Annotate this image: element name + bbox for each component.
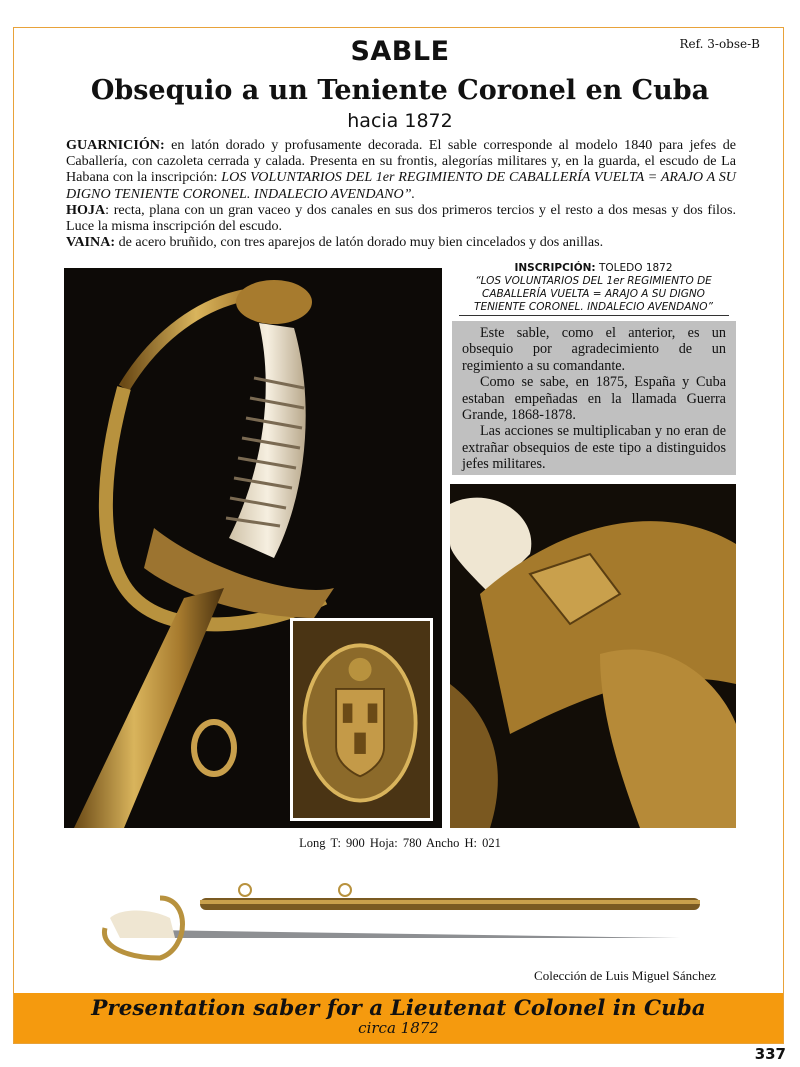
page-number: 337: [754, 1045, 786, 1063]
english-title: Presentation saber for a Lieutenat Colonel in Cuba: [91, 996, 706, 1021]
vaina-label: VAINA:: [66, 234, 116, 251]
shield-inset-photo: [290, 618, 433, 821]
inscription-line-3: TENIENTE CORONEL. INDALECIO AVENDANO”: [474, 301, 713, 313]
inscription-divider: [459, 315, 729, 316]
page-title: SABLE: [350, 36, 450, 67]
description-text: [66, 137, 736, 250]
inscription-place: TOLEDO 1872: [595, 262, 673, 274]
full-sword-photo: [90, 878, 720, 968]
measurements: Long T: 900 Hoja: 780 Ancho H: 021: [299, 836, 501, 850]
note-paragraph-3: Las acciones se multiplicaban y no eran de extrañar obsequios de este tipo a distinguidos jefes militares.: [462, 423, 726, 473]
guarnicion-label: GUARNICIÓN:: [66, 137, 165, 153]
note-paragraph-1: Este sable, como el anterior, es un obsequio por agradecimiento de un regimiento a su comandante.: [462, 325, 726, 374]
collection-credit: Colección de Luis Miguel Sánchez: [534, 968, 716, 983]
page-subtitle: Obsequio a un Teniente Coronel en Cuba: [90, 75, 710, 106]
english-banner: [14, 993, 783, 1043]
hoja-label: HOJA: [66, 201, 106, 218]
vaina-text: de acero bruñido, con tres aparejos de latón dorado muy bien cincelados y dos anillas.: [115, 234, 604, 251]
english-date: circa 1872: [358, 1019, 439, 1037]
page-date: hacia 1872: [347, 110, 453, 132]
reference-code: Ref. 3-obse-B: [679, 37, 760, 51]
guard-detail-photo: [450, 484, 736, 828]
note-paragraph-2: Como se sabe, en 1875, España y Cuba estaban empeñadas en la llamada Guerra Grande, 1868-1878.: [462, 374, 726, 424]
hoja-text: : recta, plana con un gran vaceo y dos canales en sus dos primeros tercios y el resto a dos mesas y dos filos. Luce la misma inscripción del escudo.: [66, 201, 736, 235]
guarnicion-text: en latón dorado y profusamente decorada. El sable corresponde al modelo 1840 para jefes de Caballería, con cazoleta cerrada y calada. Presenta en su frontis, alegorías militares y, en la guarda, el escudo de La Habana con la inscripción:: [66, 137, 736, 186]
inscription-line-1: “LOS VOLUNTARIOS DEL 1er REGIMIENTO DE: [475, 275, 712, 287]
inscription-line-2: CABALLERÍA VUELTA = ARAJO A SU DIGNO: [482, 288, 705, 300]
inscription-block: [452, 262, 735, 316]
guarnicion-inscription: LOS VOLUNTARIOS DEL 1er REGIMIENTO DE CABALLERÍA VUELTA = ARAJO A SU DIGNO TENIENTE CORONEL. INDALECIO AVENDANO”.: [66, 169, 736, 202]
inscription-label: INSCRIPCIÓN:: [514, 262, 596, 274]
note-box: [452, 321, 736, 475]
